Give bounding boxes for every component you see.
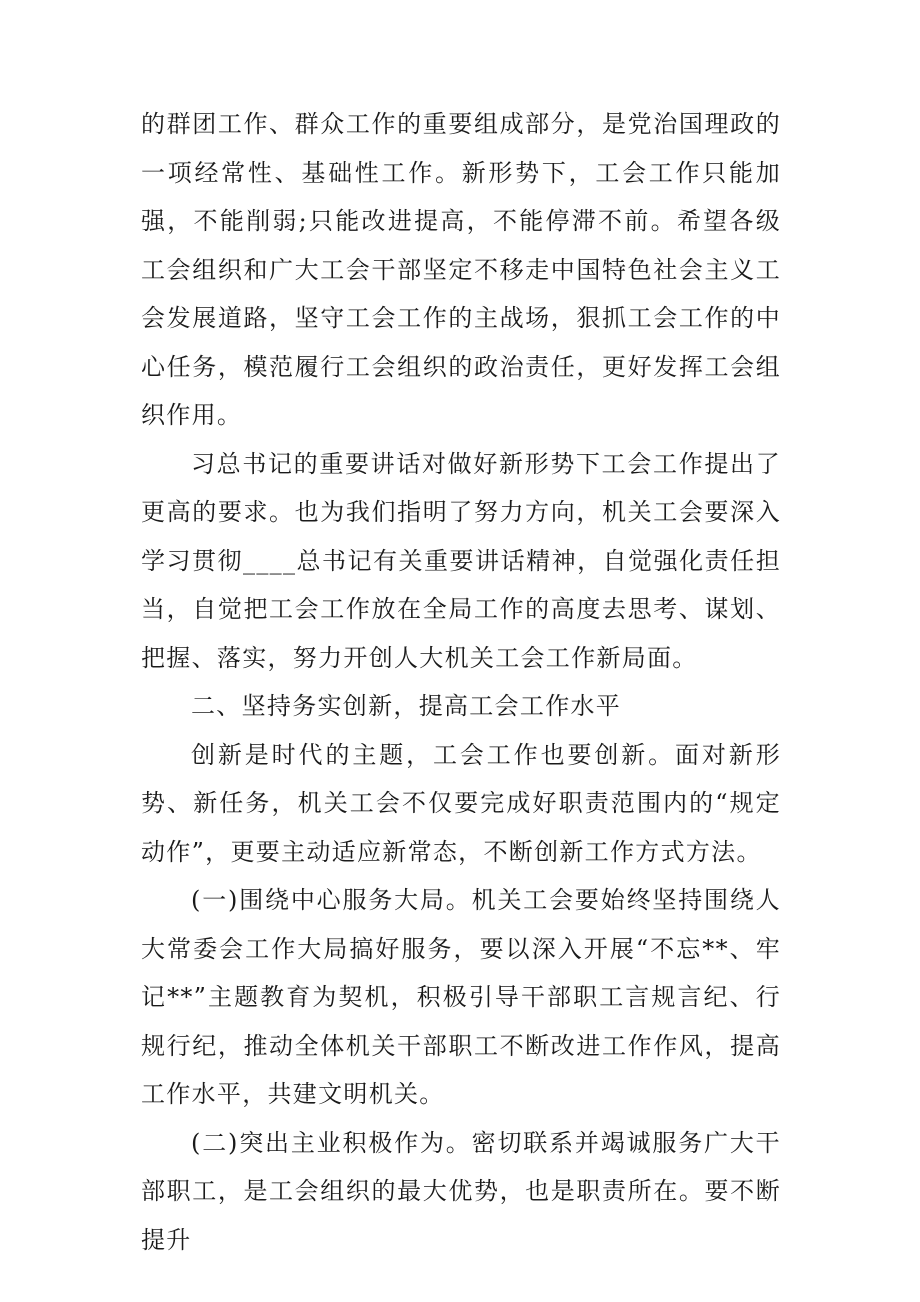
paragraph-3: 创新是时代的主题，工会工作也要创新。面对新形势、新任务，机关工会不仅要完成好职责范围内的“规定动作”，更要主动适应新常态，不断创新工作方式方法。 [141,740,781,866]
paragraph-2: 习总书记的重要讲话对做好新形势下工会工作提出了更高的要求。也为我们指明了努力方向，机关工会要深入学习贯彻____总书记有关重要讲话精神，自觉强化责任担当，自觉把工会工作放在全局工作的高度去思考、谋划、把握、落实，努力开创人大机关工会工作新局面。 [141,449,781,672]
paragraph-4: (一)围绕中心服务大局。机关工会要始终坚持围绕人大常委会工作大局搞好服务，要以深入开展“不忘**、牢记**”主题教育为契机，积极引导干部职工言规言纪、行规行纪，推动全体机关干部职工不断改进工作作风，提高工作水平，共建文明机关。 [141,886,781,1108]
section-heading: 二、坚持务实创新，提高工会工作水平 [191,692,622,720]
paragraph-1: 的群团工作、群众工作的重要组成部分，是党治国理政的一项经常性、基础性工作。新形势下，工会工作只能加强，不能削弱;只能改进提高，不能停滞不前。希望各级工会组织和广大工会干部坚定不移走中国特色社会主义工会发展道路，坚守工会工作的主战场，狠抓工会工作的中心任务，模范履行工会组织的政治责任，更好发挥工会组织作用。 [141,110,781,429]
document-body [141,100,781,1264]
paragraph-5: (二)突出主业积极作为。密切联系并竭诚服务广大干部职工，是工会组织的最大优势，也是职责所在。要不断提升 [141,1128,781,1254]
